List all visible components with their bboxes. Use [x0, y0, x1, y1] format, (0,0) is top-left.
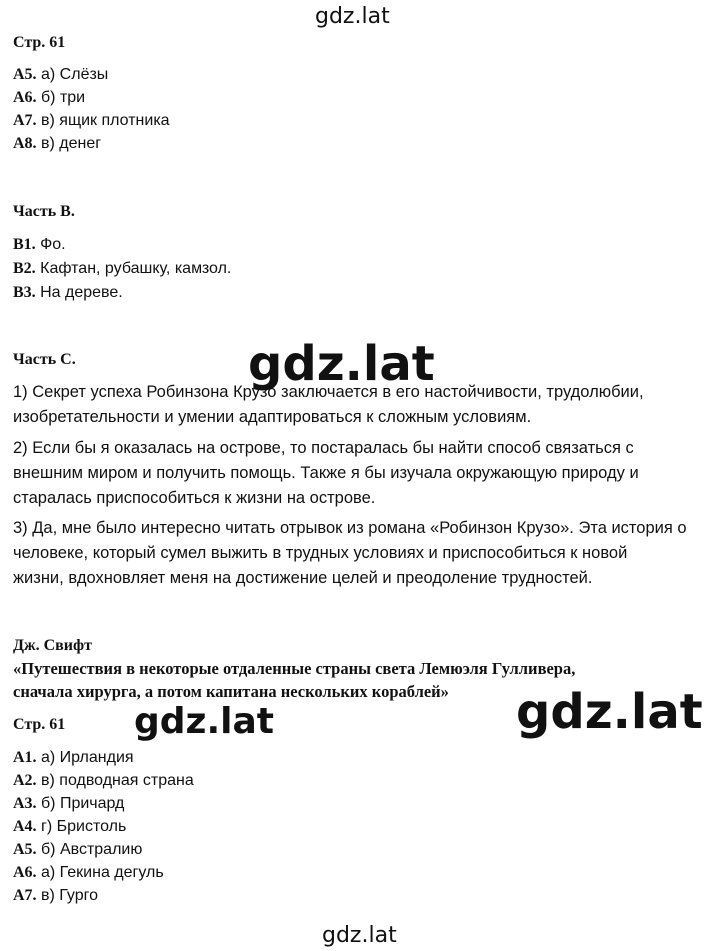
- answer-text: а) Ирландия: [36, 749, 134, 766]
- section-heading-part-c: Часть С.: [13, 351, 76, 368]
- answer-line: [13, 863, 164, 883]
- answer-line: [13, 65, 108, 85]
- answer-line: [13, 88, 85, 108]
- answer-text: в) Гурго: [36, 887, 98, 904]
- answer-line: [13, 817, 126, 837]
- author-heading: Дж. Свифт: [13, 637, 92, 654]
- watermark-top: gdz.lat: [315, 4, 390, 29]
- watermark-overlay: gdz.lat: [512, 688, 707, 736]
- answer-number: А4.: [13, 818, 37, 835]
- watermark-overlay: gdz.lat: [248, 336, 435, 392]
- answer-line: [13, 111, 170, 131]
- answer-number: А7.: [13, 887, 37, 904]
- answer-line: [13, 840, 142, 860]
- answer-text: б) три: [36, 89, 86, 106]
- paragraph-line: человеке, который сумел выжить в трудных условиях и приспособиться к новой: [13, 544, 628, 562]
- answer-text: в) денег: [36, 135, 102, 152]
- answer-text: в) подводная страна: [36, 772, 194, 789]
- answer-text: Кафтан, рубашку, камзол.: [35, 260, 232, 277]
- paragraph: [13, 436, 713, 511]
- answer-line: [13, 886, 98, 906]
- watermark-overlay: gdz.lat: [134, 701, 275, 742]
- answer-number: А3.: [13, 795, 37, 812]
- answer-text: а) Гекина дегуль: [36, 864, 164, 881]
- answer-number: В3.: [13, 284, 36, 301]
- paragraph-line: старалась приспособиться к жизни на острове.: [13, 489, 376, 507]
- answer-line: [13, 748, 134, 768]
- paragraph-line: жизни, вдохновляет меня на достижение целей и преодоление трудностей.: [13, 569, 593, 587]
- answer-number: А8.: [13, 135, 37, 152]
- answer-number: А2.: [13, 772, 37, 789]
- answer-number: В2.: [13, 260, 36, 277]
- paragraph-line: 1) Секрет успеха Робинзона Крузо заключается в его настойчивости, трудолюбии,: [13, 383, 644, 401]
- answer-line: [13, 134, 101, 154]
- work-title-line: сначала хирурга, а потом капитана нескольких кораблей»: [13, 682, 449, 701]
- paragraph-line: внешним миром и получить помощь. Также я бы изучала окружающую природу и: [13, 464, 639, 482]
- answer-text: На дереве.: [35, 284, 123, 301]
- section-heading-part-b: Часть В.: [13, 203, 75, 220]
- paragraph-line: 3) Да, мне было интересно читать отрывок из романа «Робинзон Крузо». Эта история о: [13, 519, 687, 537]
- answer-number: А7.: [13, 112, 37, 129]
- answer-number: В1.: [13, 236, 36, 253]
- answer-text: а) Слёзы: [36, 66, 109, 83]
- answer-line: [13, 794, 124, 814]
- answer-text: Фо.: [35, 236, 66, 253]
- answer-text: в) ящик плотника: [36, 112, 170, 129]
- answer-text: б) Австралию: [36, 841, 143, 858]
- watermark-bottom: gdz.lat: [322, 923, 397, 948]
- answer-number: А6.: [13, 864, 37, 881]
- answer-line: [13, 283, 123, 303]
- answer-number: А5.: [13, 841, 37, 858]
- paragraph: [13, 516, 713, 591]
- work-title-line: «Путешествия в некоторые отдаленные страны света Лемюэля Гулливера,: [13, 659, 576, 678]
- answer-text: г) Бристоль: [36, 818, 127, 835]
- answer-text: б) Причард: [36, 795, 125, 812]
- paragraph-line: изобретательности и умении адаптироваться к сложным условиям.: [13, 408, 532, 426]
- page-reference: Стр. 61: [13, 34, 66, 51]
- answer-line: [13, 235, 66, 255]
- page-reference: Стр. 61: [13, 716, 66, 733]
- answer-number: А1.: [13, 749, 37, 766]
- answer-line: [13, 259, 231, 279]
- paragraph-line: 2) Если бы я оказалась на острове, то постаралась бы найти способ связаться с: [13, 439, 634, 457]
- answer-number: А5.: [13, 66, 37, 83]
- answer-number: А6.: [13, 89, 37, 106]
- answer-line: [13, 771, 194, 791]
